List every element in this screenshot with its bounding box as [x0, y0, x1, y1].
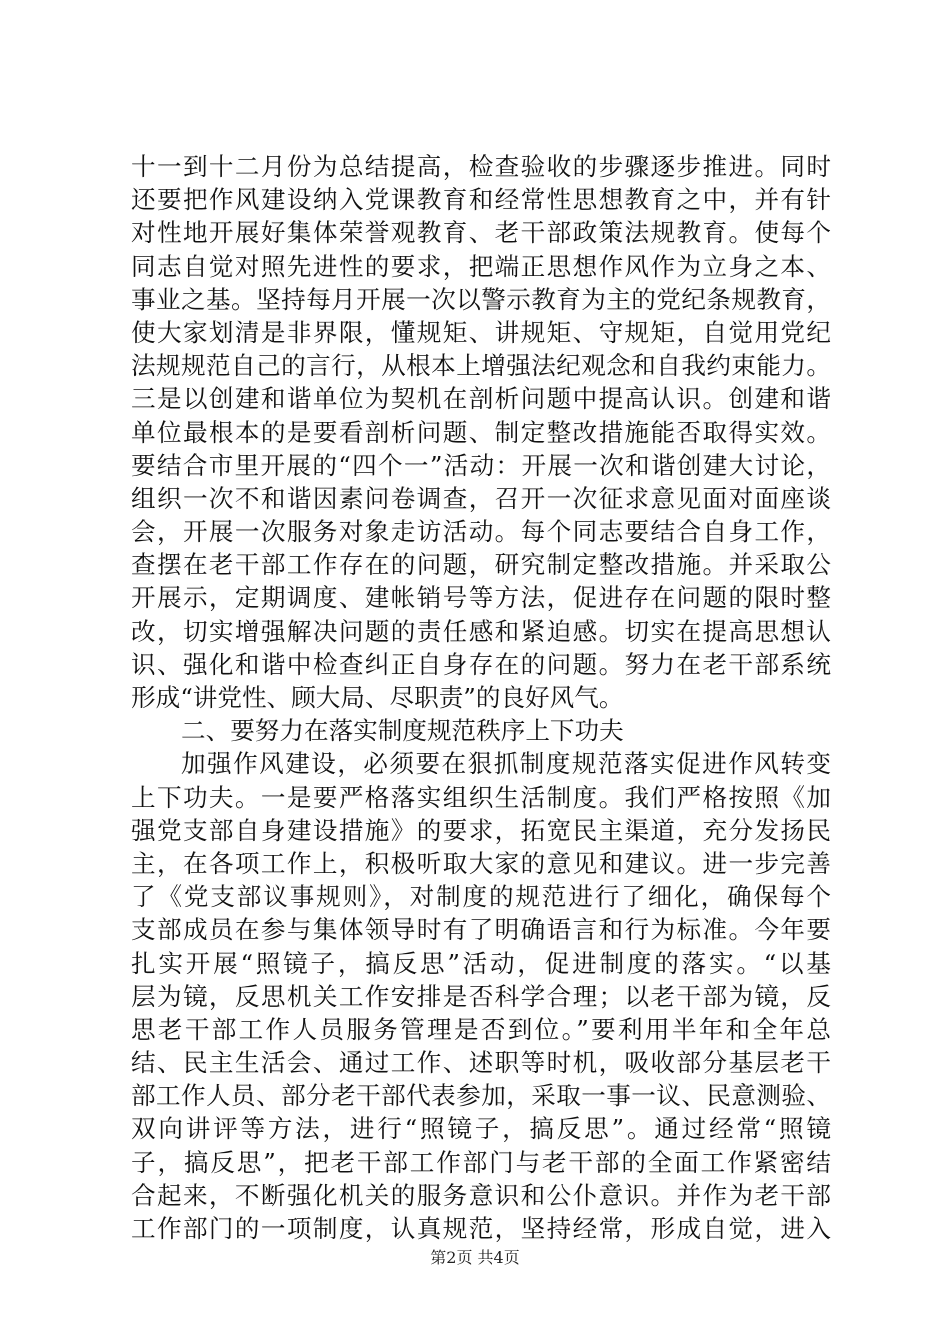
text-line: 法规规范自己的言行，从根本上增强法纪观念和自我约束能力。: [131, 351, 831, 381]
text-line: 还要把作风建设纳入党课教育和经常性思想教育之中，并有针: [131, 185, 831, 215]
text-line: 事业之基。坚持每月开展一次以警示教育为主的党纪条规教育，: [131, 284, 831, 314]
text-line: 部工作人员、部分老干部代表参加，采取一事一议、民意测验、: [131, 1081, 831, 1111]
text-line: 对性地开展好集体荣誉观教育、老干部政策法规教育。使每个: [131, 218, 831, 248]
text-line: 查摆在老干部工作存在的问题，研究制定整改措施。并采取公: [131, 550, 831, 580]
text-line: 合起来，不断强化机关的服务意识和公仆意识。并作为老干部: [131, 1180, 831, 1210]
section-heading: 二、要努力在落实制度规范秩序上下功夫: [181, 716, 624, 746]
text-line: 主，在各项工作上，积极听取大家的意见和建议。进一步完善: [131, 848, 831, 878]
text-line: 改，切实增强解决问题的责任感和紧迫感。切实在提高思想认: [131, 616, 831, 646]
text-line: 十一到十二月份为总结提高，检查验收的步骤逐步推进。同时: [131, 152, 831, 181]
text-line: 单位最根本的是要看剖析问题、制定整改措施能否取得实效。: [131, 417, 831, 447]
page-footer: 第2页 共4页: [430, 1248, 520, 1267]
text-line: 形成“讲党性、顾大局、尽职责”的良好风气。: [131, 683, 624, 712]
text-line: 组织一次不和谐因素问卷调查，召开一次征求意见面对面座谈: [131, 483, 831, 513]
text-line: 扎实开展“照镜子，搞反思”活动，促进制度的落实。“以基: [131, 948, 831, 978]
text-line: 会，开展一次服务对象走访活动。每个同志要结合自身工作，: [131, 517, 831, 547]
text-line: 同志自觉对照先进性的要求，把端正思想作风作为立身之本、: [131, 251, 831, 281]
text-line: 支部成员在参与集体领导时有了明确语言和行为标准。今年要: [131, 915, 831, 945]
text-line: 三是以创建和谐单位为契机在剖析问题中提高认识。创建和谐: [131, 384, 831, 414]
text-line: 工作部门的一项制度，认真规范，坚持经常，形成自觉，进入: [131, 1214, 831, 1243]
text-line: 上下功夫。一是要严格落实组织生活制度。我们严格按照《加: [131, 782, 831, 812]
text-line: 层为镜，反思机关工作安排是否科学合理；以老干部为镜，反: [131, 981, 831, 1011]
text-line: 结、民主生活会、通过工作、述职等时机，吸收部分基层老干: [131, 1048, 831, 1078]
text-line: 识、强化和谐中检查纠正自身存在的问题。努力在老干部系统: [131, 649, 831, 679]
text-line: 思老干部工作人员服务管理是否到位。”要利用半年和全年总: [131, 1014, 831, 1044]
text-line: 开展示，定期调度、建帐销号等方法，促进存在问题的限时整: [131, 583, 831, 613]
text-line: 强党支部自身建设措施》的要求，拓宽民主渠道，充分发扬民: [131, 815, 831, 845]
text-line: 使大家划清是非界限，懂规矩、讲规矩、守规矩，自觉用党纪: [131, 317, 831, 347]
document-body: [131, 150, 831, 1245]
text-line: 双向讲评等方法，进行“照镜子，搞反思”。通过经常“照镜: [131, 1114, 831, 1144]
text-line: 了《党支部议事规则》，对制度的规范进行了细化，确保每个: [131, 882, 831, 912]
text-line: 要结合市里开展的“四个一”活动：开展一次和谐创建大讨论，: [131, 450, 831, 480]
text-line: 子，搞反思”，把老干部工作部门与老干部的全面工作紧密结: [131, 1147, 831, 1177]
text-line: 加强作风建设，必须要在狠抓制度规范落实促进作风转变: [181, 749, 831, 779]
